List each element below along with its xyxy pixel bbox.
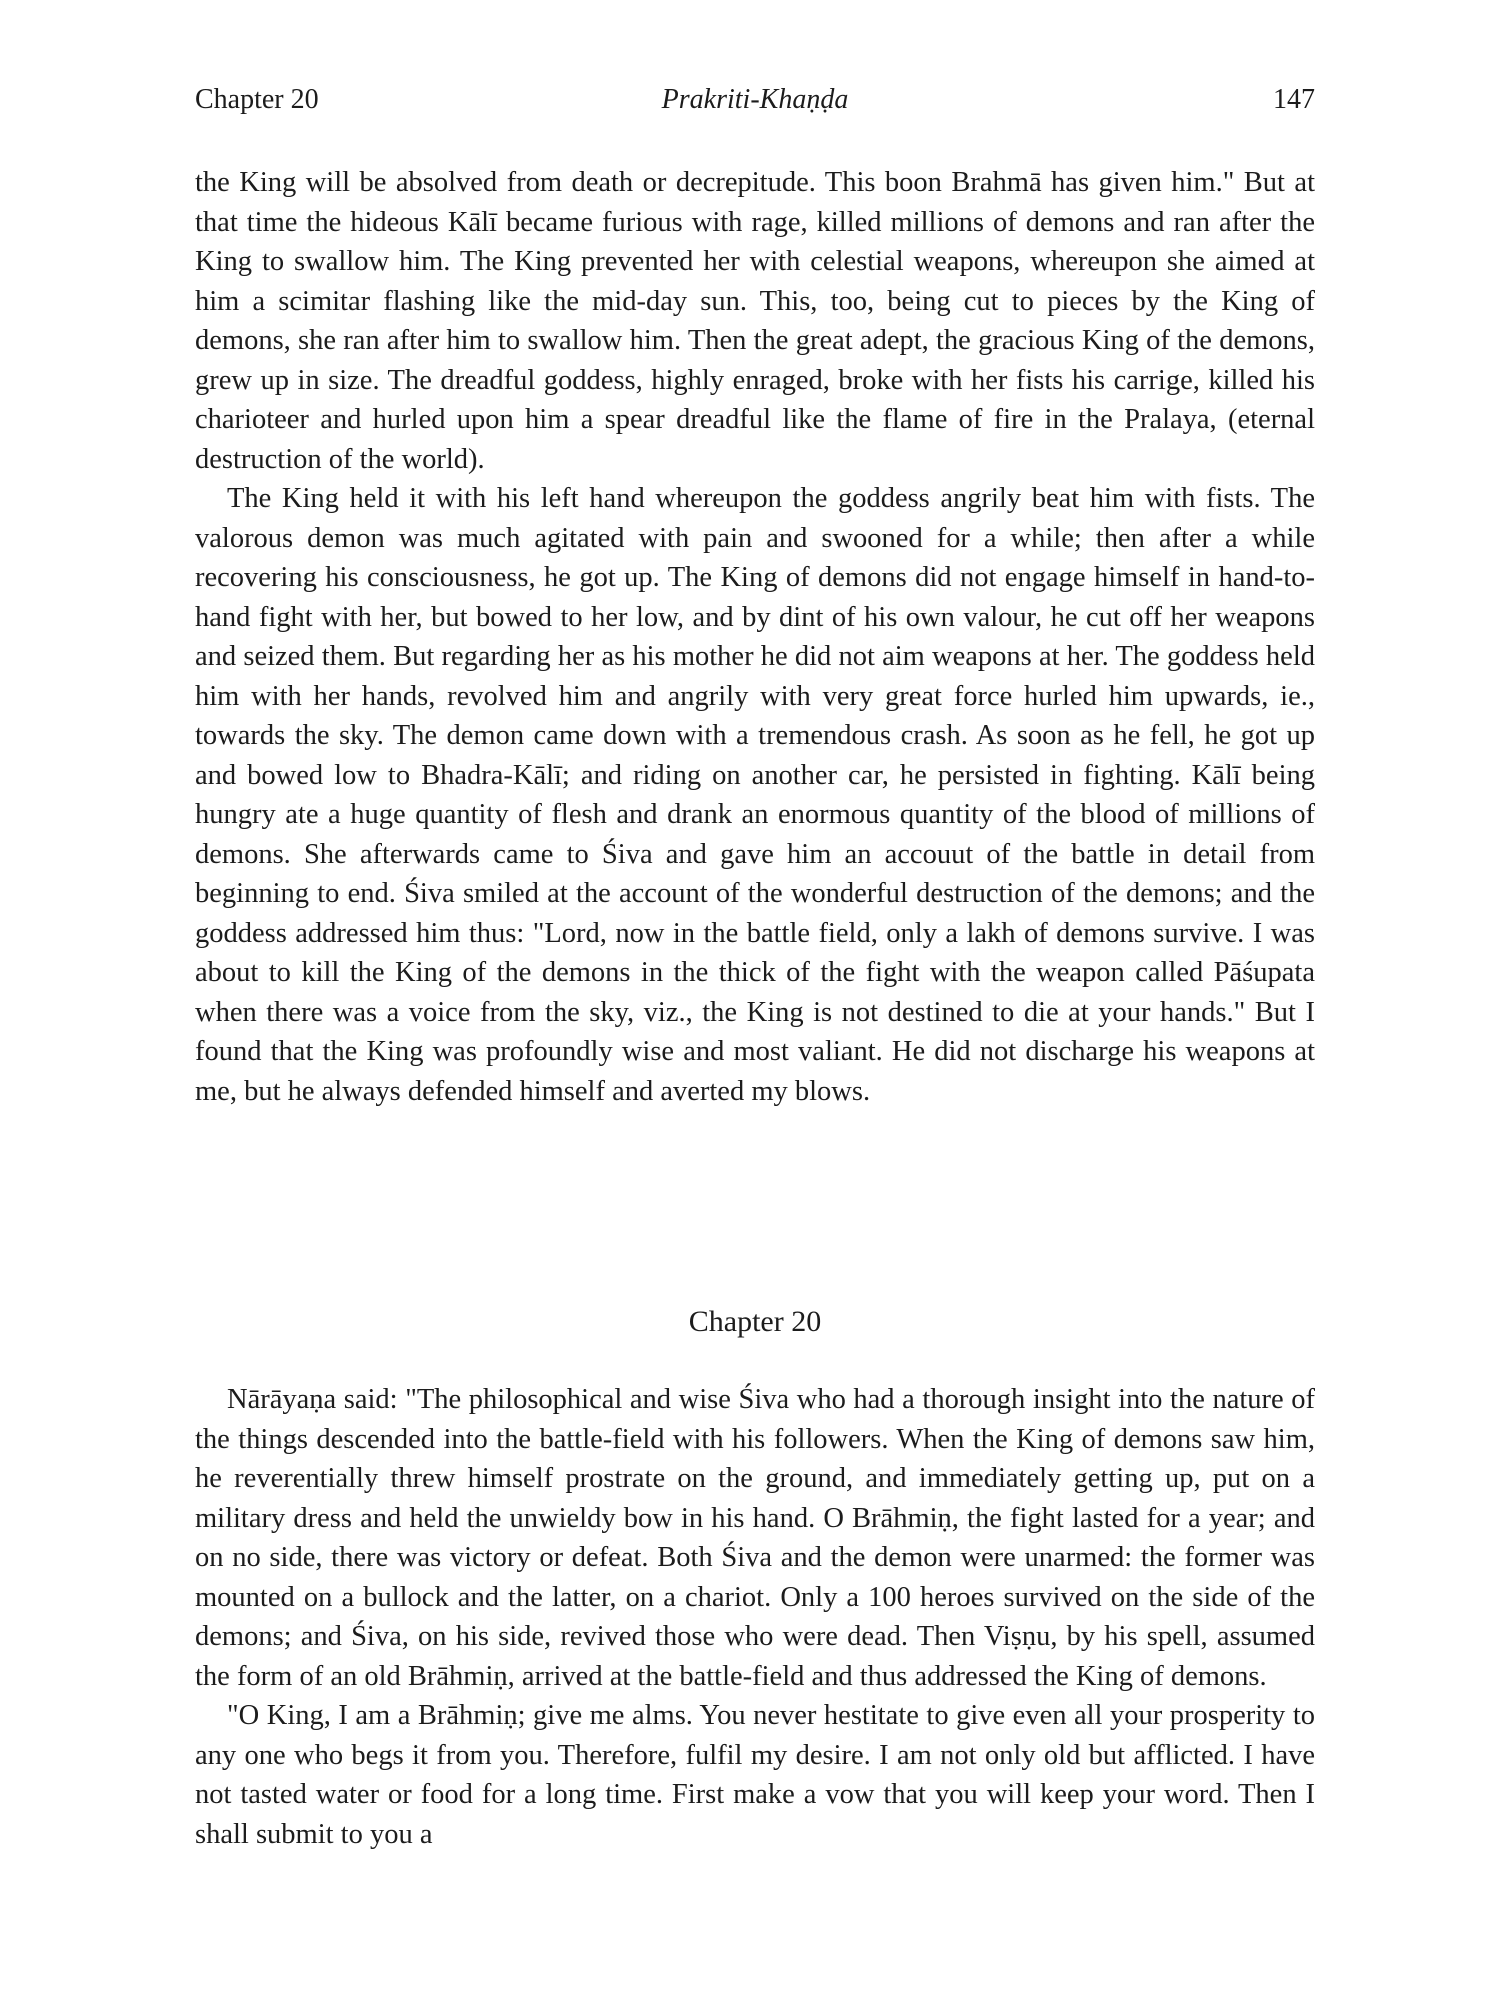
text-block-chapter: [195, 1380, 1315, 1854]
text-block-continuation: [195, 163, 1315, 1111]
paragraph: the King will be absolved from death or decrepitude. This boon Brahmā has given him." But at that time the hideous Kālī became furious with rage, killed millions of demons and ran after the King to swallow him. The King prevented her with celestial weapons, whereupon she aimed at him a scimitar flashing like the mid-day sun. This, too, being cut to pieces by the King of demons, she ran after him to swallow him. Then the great adept, the gracious King of the demons, grew up in size. The dreadful goddess, highly enraged, broke with her fists his carrige, killed his charioteer and hurled upon him a spear dreadful like the flame of fire in the Pralaya, (eternal destruction of the world).: [195, 167, 1315, 475]
header-chapter-label: Chapter 20: [195, 84, 319, 115]
page-number: 147: [1273, 84, 1315, 115]
paragraph: The King held it with his left hand whereupon the goddess angrily beat him with fists. The valorous demon was much agitated with pain and swooned for a while; then after a while recovering his consciousness, he got up. The King of demons did not engage himself in hand-to-hand fight with her, but bowed to her low, and by dint of his own valour, he cut off her weapons and seized them. But regarding her as his mother he did not aim weapons at her. The goddess held him with her hands, revolved him and angrily with very great force hurled him upwards, ie., towards the sky. The demon came down with a tremendous crash. As soon as he fell, he got up and bowed low to Bhadra-Kālī; and riding on another car, he persisted in fighting. Kālī being hungry ate a huge quantity of flesh and drank an enormous quantity of the blood of millions of demons. She afterwards came to Śiva and gave him an accouut of the battle in detail from beginning to end. Śiva smiled at the account of the wonderful destruction of the demons; and the goddess addressed him thus: "Lord, now in the battle field, only a lakh of demons survive. I was about to kill the King of the demons in the thick of the fight with the weapon called Pāśupata when there was a voice from the sky, viz., the King is not destined to die at your hands." But I found that the King was profoundly wise and most valiant. He did not discharge his weapons at me, but he always defended himself and averted my blows.: [195, 483, 1315, 1107]
running-header: [195, 84, 1315, 124]
paragraph: "O King, I am a Brāhmiṇ; give me alms. You never hestitate to give even all your prosperity to any one who begs it from you. Therefore, fulfil my desire. I am not only old but afflicted. I have not tasted water or food for a long time. First make a vow that you will keep your word. Then I shall submit to you a: [195, 1700, 1315, 1850]
header-book-title: Prakriti-Khaṇḍa: [661, 84, 849, 115]
chapter-heading: Chapter 20: [688, 1305, 822, 1338]
paragraph: Nārāyaṇa said: "The philosophical and wise Śiva who had a thorough insight into the nature of the things descended into the battle-field with his followers. When the King of demons saw him, he reverentially threw himself prostrate on the ground, and immediately getting up, put on a military dress and held the unwieldy bow in his hand. O Brāhmiṇ, the fight lasted for a year; and on no side, there was victory or defeat. Both Śiva and the demon were unarmed: the former was mounted on a bullock and the latter, on a chariot. Only a 100 heroes survived on the side of the demons; and Śiva, on his side, revived those who were dead. Then Viṣṇu, by his spell, assumed the form of an old Brāhmiṇ, arrived at the battle-field and thus addressed the King of demons.: [195, 1384, 1315, 1692]
